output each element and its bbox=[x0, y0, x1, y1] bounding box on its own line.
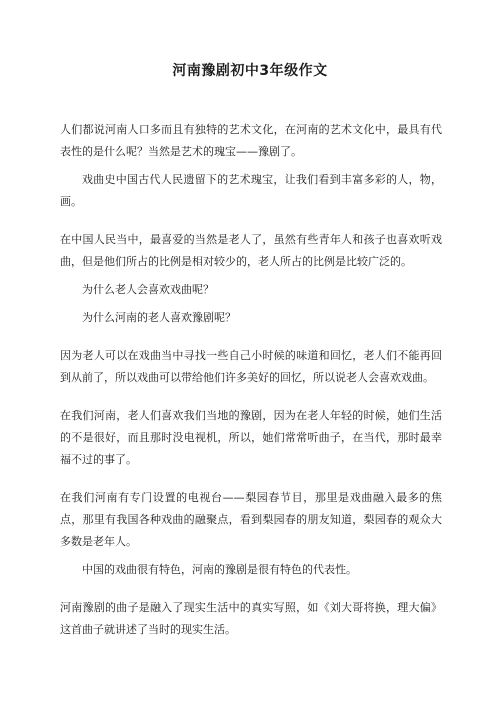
document-title: 河南豫剧初中3年级作文 bbox=[172, 63, 328, 79]
paragraph-4: 为什么老人会喜欢戏曲呢？ bbox=[82, 283, 214, 296]
paragraph-1: 人们都说河南人口多而且有独特的艺术文化，在河南的艺术文化中，最具有代表性的是什么呢？当然是艺术的瑰宝——豫剧了。 bbox=[60, 123, 442, 158]
paragraph-2: 戏曲史中国古代人民遗留下的艺术瑰宝，让我们看到丰富多彩的人，物，画。 bbox=[60, 173, 442, 208]
paragraph-3: 在中国人民当中，最喜爱的当然是老人了，虽然有些青年人和孩子也喜欢听戏曲，但是他们所占的比例是相对较少的，老人所占的比例是比较广泛的。 bbox=[60, 233, 442, 268]
paragraph-5: 为什么河南的老人喜欢豫剧呢？ bbox=[82, 311, 236, 324]
paragraph-6: 因为老人可以在戏曲当中寻找一些自己小时候的味道和回忆，老人们不能再回到从前了，所以戏曲可以带给他们许多美好的回忆，所以说老人会喜欢戏曲。 bbox=[60, 349, 442, 384]
paragraph-8: 在我们河南有专门设置的电视台——梨园春节目，那里是戏曲融入最多的焦点，那里有我国各种戏曲的融聚点，看到梨园春的朋友知道，梨园春的观众大多数是老年人。 bbox=[60, 491, 442, 548]
paragraph-7: 在我们河南，老人们喜欢我们当地的豫剧，因为在老人年轻的时候，她们生活的不是很好，而且那时没电视机，所以，她们常常听曲子，在当代，那时最幸福不过的事了。 bbox=[60, 409, 442, 466]
document-body bbox=[60, 119, 442, 641]
paragraph-10: 河南豫剧的曲子是融入了现实生活中的真实写照，如《刘大哥将换，理大偏》这首曲子就讲述了当时的现实生活。 bbox=[60, 601, 442, 636]
paragraph-9: 中国的戏曲很有特色，河南的豫剧是很有特色的代表性。 bbox=[82, 563, 357, 576]
